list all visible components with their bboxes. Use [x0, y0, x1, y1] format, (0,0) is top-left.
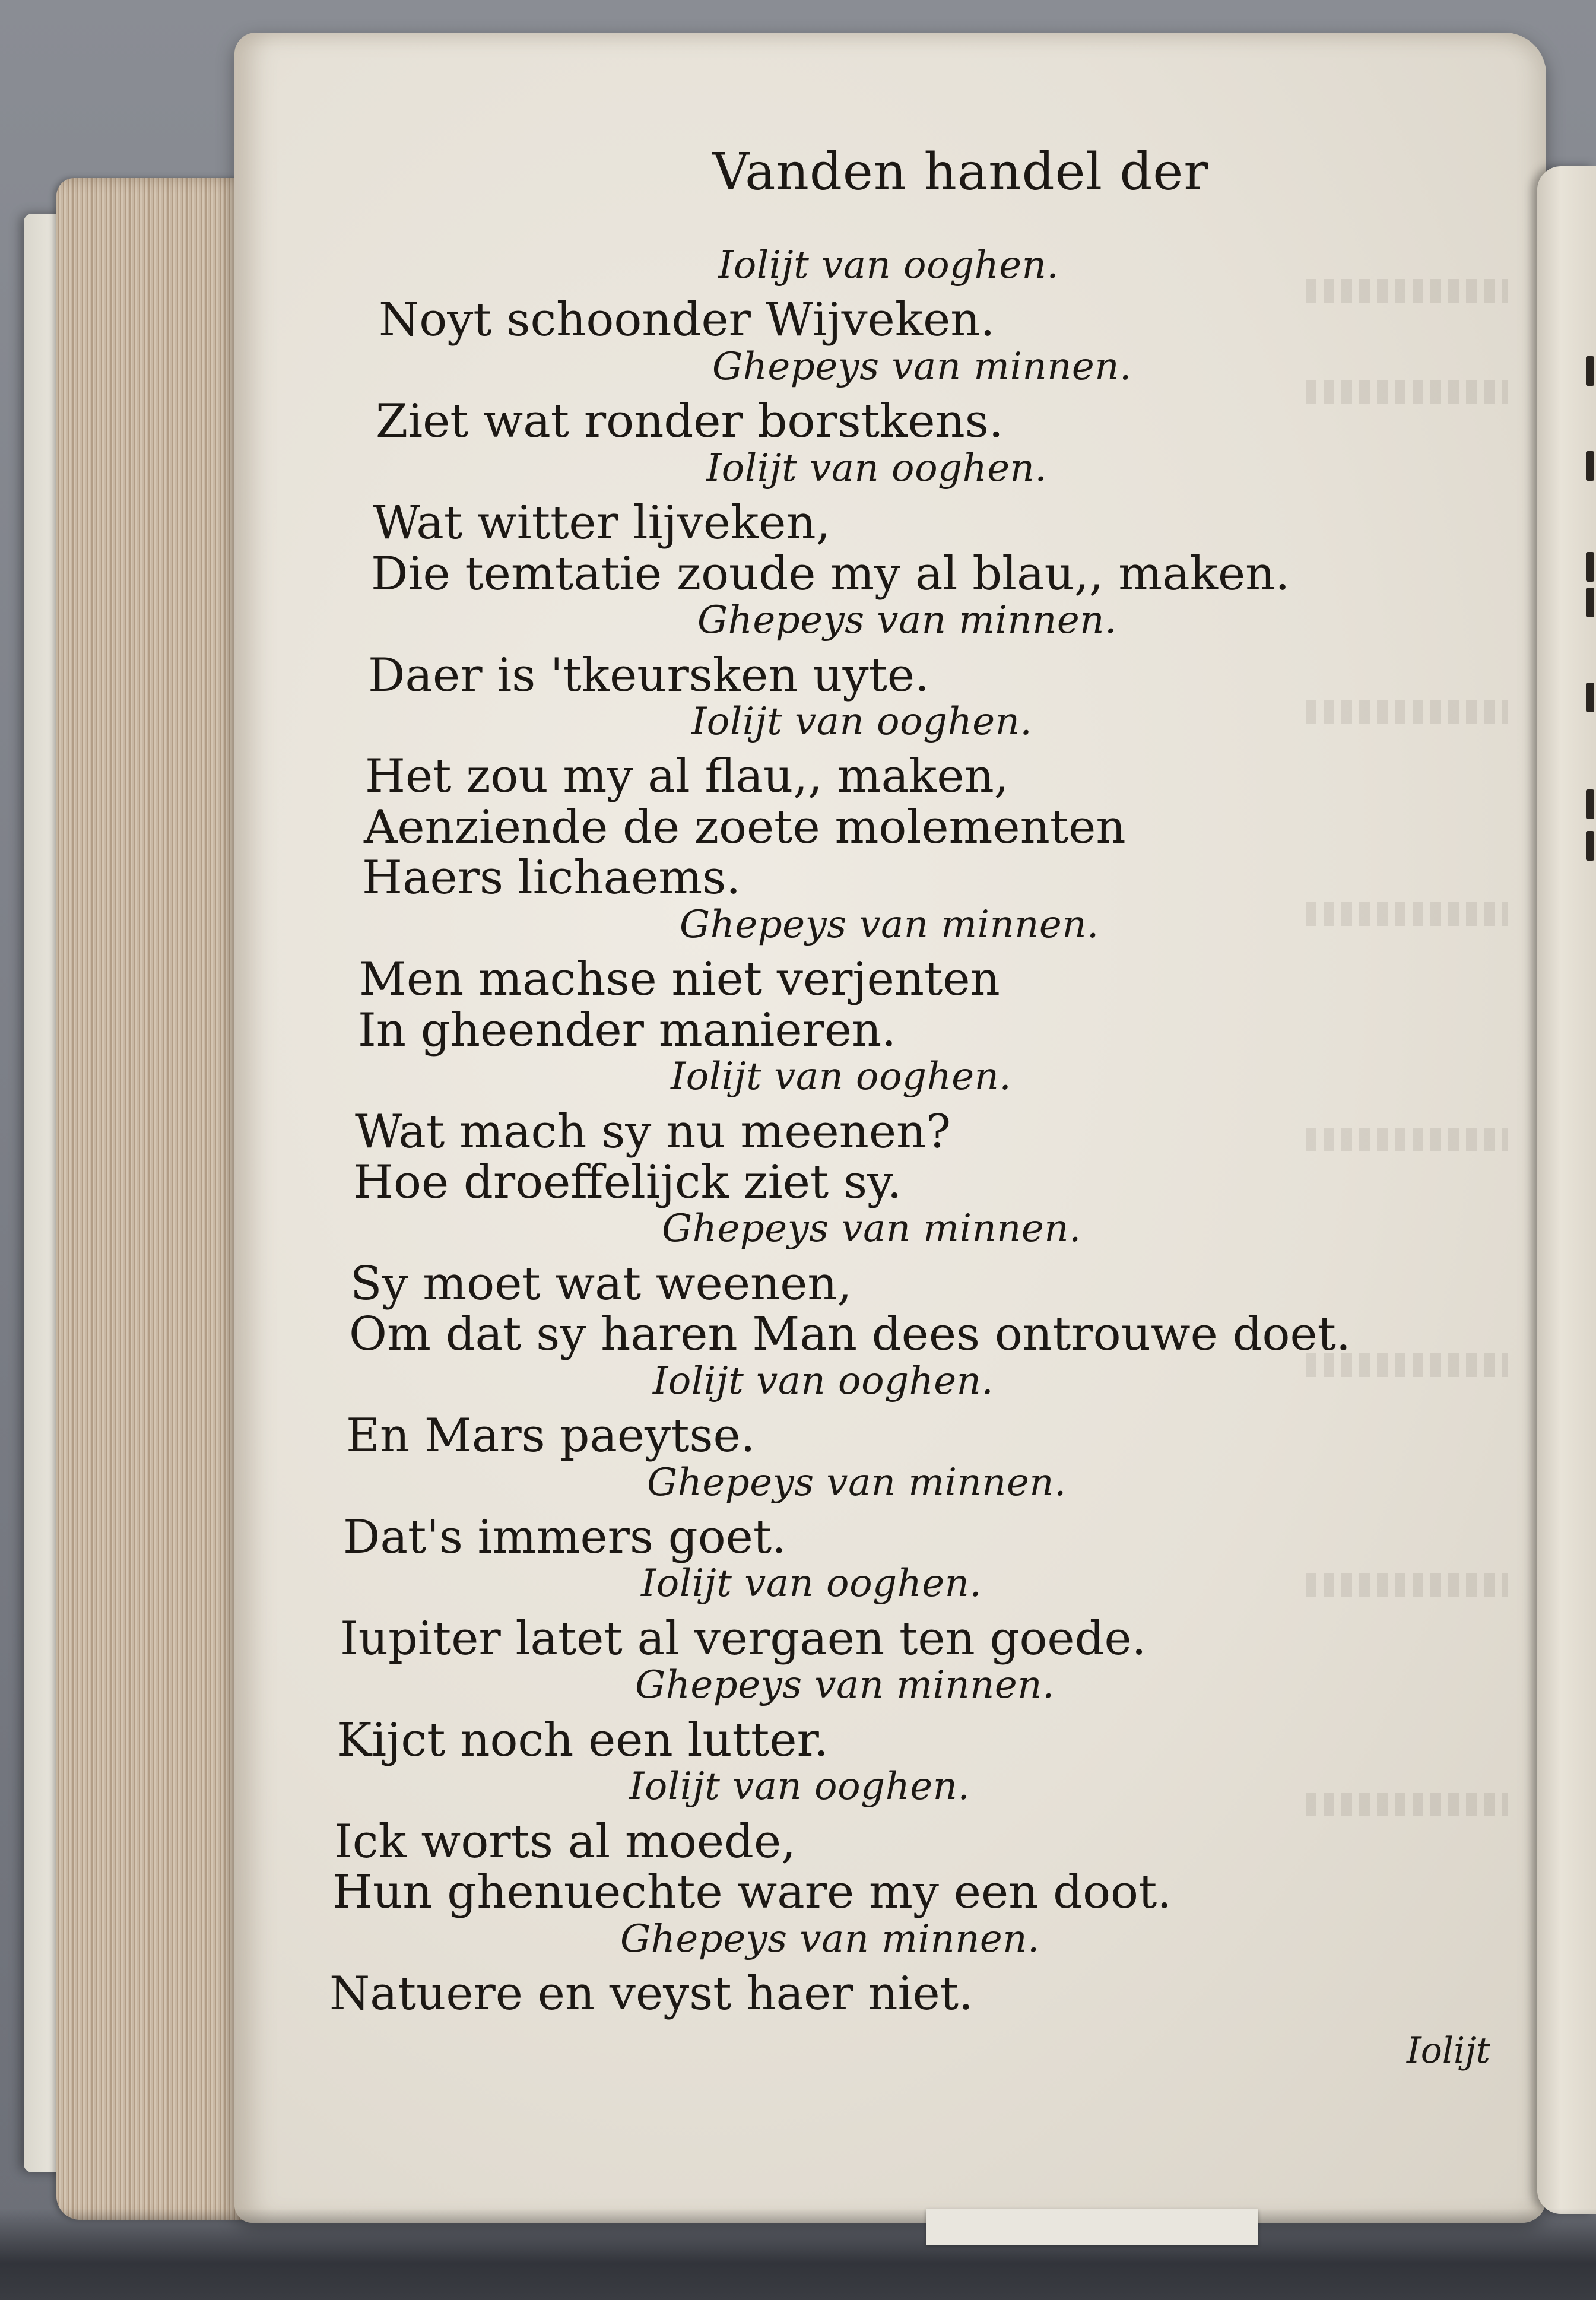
speaker-name: Ghepeys van minnen.	[680, 903, 1099, 947]
catchword: Iolijt	[1407, 2030, 1490, 2071]
verse-line: Men machse niet verjenten	[359, 953, 1000, 1006]
verse-line: Wat witter lijveken,	[373, 496, 831, 550]
speaker-name: Ghepeys van minnen.	[635, 1663, 1055, 1707]
verse-line: Natuere en veyst haer niet.	[329, 1967, 973, 2020]
verse-line: Wat mach sy nu meenen?	[355, 1105, 951, 1159]
verse-line: In gheender manieren.	[358, 1004, 897, 1057]
verse-line: Dat's immers goet.	[343, 1511, 786, 1564]
speaker-name: Iolijt van ooghen.	[653, 1359, 994, 1403]
verse-line: Die temtatie zoude my al blau,, maken.	[371, 547, 1290, 601]
speaker-name: Ghepeys van minnen.	[647, 1461, 1067, 1505]
verse-line: Iupiter latet al vergaen ten goede.	[340, 1612, 1147, 1665]
verse-line: Hoe droeffelijck ziet sy.	[353, 1156, 902, 1209]
speaker-name: Iolijt van ooghen.	[629, 1765, 970, 1809]
speaker-name: Ghepeys van minnen.	[620, 1917, 1040, 1961]
speaker-name: Ghepeys van minnen.	[662, 1207, 1081, 1251]
verse-line: En Mars paeytse.	[346, 1409, 756, 1463]
speaker-name: Iolijt van ooghen.	[706, 446, 1048, 490]
verse-line: Ick worts al moede,	[334, 1815, 796, 1868]
verse-line: Sy moet wat weenen,	[350, 1257, 852, 1311]
verse-line: Het zou my al flau,, maken,	[365, 750, 1009, 803]
speaker-name: Iolijt van ooghen.	[718, 243, 1059, 287]
verse-line: Kijct noch een lutter.	[337, 1714, 829, 1767]
running-head: Vanden handel der	[712, 142, 1209, 202]
verse-line: Ziet wat ronder borstkens.	[376, 395, 1004, 448]
verse-line: Hun ghenuechte ware my een doot.	[332, 1866, 1172, 1919]
verse-line: Haers lichaems.	[362, 851, 741, 905]
speaker-name: Ghepeys van minnen.	[697, 598, 1117, 642]
verse-line: Aenziende de zoete molementen	[364, 801, 1126, 854]
verse-line: Daer is 'tkeursken uyte.	[368, 649, 929, 702]
speaker-name: Iolijt van ooghen.	[671, 1055, 1012, 1099]
verse-line: Noyt schoonder Wijveken.	[379, 293, 995, 347]
verse-line: Om dat sy haren Man dees ontrouwe doet.	[349, 1308, 1351, 1361]
speaker-name: Iolijt van ooghen.	[691, 700, 1033, 744]
speaker-name: Iolijt van ooghen.	[641, 1562, 982, 1606]
speaker-name: Ghepeys van minnen.	[712, 345, 1132, 389]
